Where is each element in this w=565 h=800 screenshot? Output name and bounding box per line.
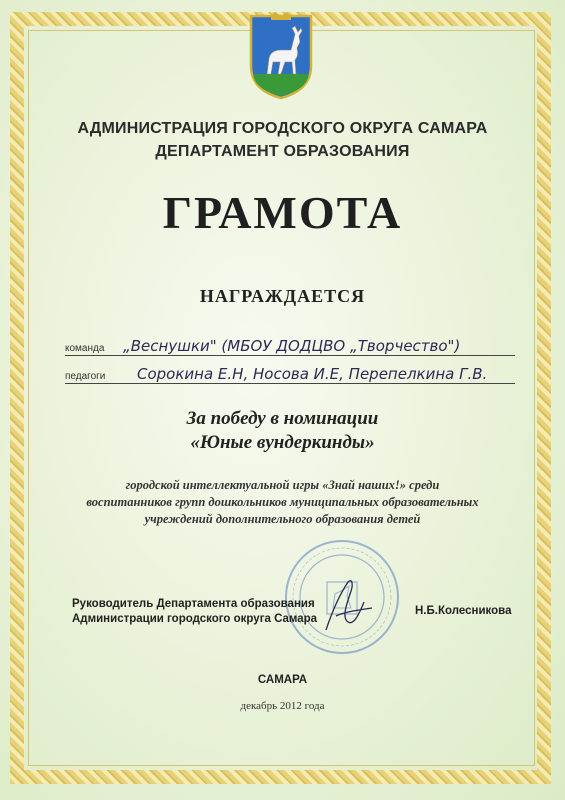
certificate-title: ГРАМОТА [162, 187, 403, 238]
issue-date: декабрь 2012 года [240, 700, 325, 712]
victory-line: За победу в номинации [186, 408, 379, 429]
teachers-field [65, 358, 515, 384]
signatory-position-line-2: Администрации городского округа Самара [72, 613, 318, 625]
inner-border [28, 30, 535, 766]
description-line-3: учреждений дополнительного образования детей [144, 512, 421, 526]
signatory-name: Н.Б.Колесникова [415, 605, 512, 617]
team-handwritten-value: „Веснушки" (МБОУ ДОДЦВО „Творчество") [123, 337, 461, 355]
team-underline [65, 355, 515, 356]
header-administration: АДМИНИСТРАЦИЯ ГОРОДСКОГО ОКРУГА САМАРА [77, 120, 488, 137]
team-label: команда [65, 343, 105, 354]
city-name: САМАРА [257, 674, 308, 686]
nomination-name: «Юные вундеркинды» [190, 432, 375, 453]
description-line-2: воспитанников групп дошкольников муниципальных образовательных [86, 495, 479, 509]
samara-coat-of-arms-icon [245, 12, 317, 100]
teachers-label: педагоги [65, 371, 106, 382]
teachers-underline [65, 383, 515, 384]
description-line-1: городской интеллектуальной игры «Знай наших!» среди [125, 478, 440, 492]
header-department: ДЕПАРТАМЕНТ ОБРАЗОВАНИЯ [155, 143, 410, 160]
teachers-handwritten-value: Сорокина Е.Н, Носова И.Е, Перепелкина Г.В. [137, 365, 488, 383]
signatory-position [72, 597, 317, 627]
awarded-heading: НАГРАЖДАЕТСЯ [199, 286, 366, 306]
team-field [65, 330, 515, 356]
signatory-position-line-1: Руководитель Департамента образования [72, 598, 315, 610]
handwritten-signature-icon [318, 572, 378, 642]
